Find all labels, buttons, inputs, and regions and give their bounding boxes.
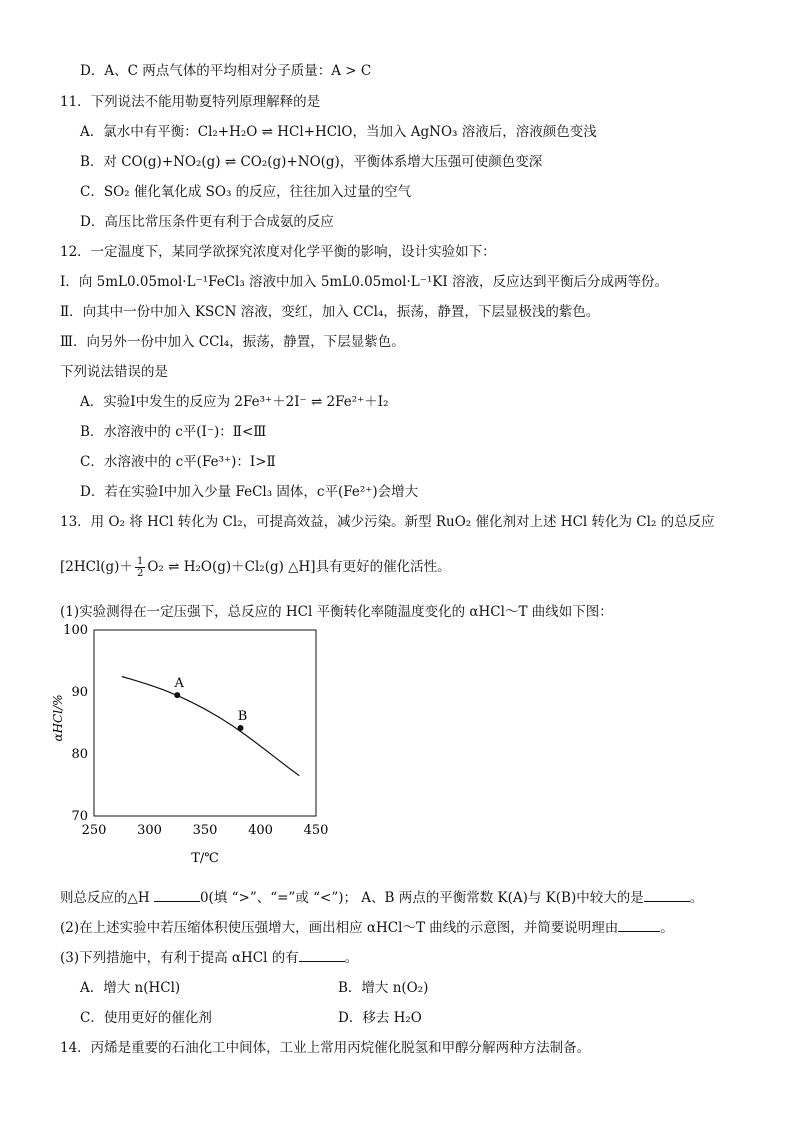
half-fraction bbox=[135, 556, 145, 579]
q12-option-d: D．若在实验Ⅰ中加入少量 FeCl₃ 固体，c平(Fe²⁺)会增大 bbox=[80, 484, 419, 500]
x-tick-label-300: 300 bbox=[137, 823, 162, 838]
q13-part1-ask bbox=[60, 889, 703, 907]
q13-part1-intro: (1)实验测得在一定压强下，总反应的 HCl 平衡转化率随温度变化的 αHCl～T 曲线如下图： bbox=[60, 604, 613, 620]
y-tick-label-100: 100 bbox=[63, 623, 88, 638]
q13-option-a: A．增大 n(HCl) bbox=[80, 980, 181, 996]
fraction-denominator: 2 bbox=[136, 568, 144, 579]
x-tick-label-400: 400 bbox=[248, 823, 273, 838]
data-point-A bbox=[174, 692, 180, 698]
q12-option-c: C．水溶液中的 c平(Fe³⁺)：Ⅰ>Ⅱ bbox=[80, 454, 276, 470]
q12-stem: 12．一定温度下，某同学欲探究浓度对化学平衡的影响，设计实验如下： bbox=[60, 244, 496, 260]
q11-option-c: C．SO₂ 催化氧化成 SO₃ 的反应，往往加入过量的空气 bbox=[80, 184, 412, 200]
q13-part1-ask-a: 则总反应的△H bbox=[60, 890, 150, 906]
q12-step-3: Ⅲ．向另外一份中加入 CCl₄，振荡，静置，下层显紫色。 bbox=[60, 334, 405, 350]
q13-part3-b: 。 bbox=[344, 950, 359, 966]
answer-blank-delta-h[interactable] bbox=[154, 889, 200, 902]
q13-equation bbox=[60, 556, 451, 579]
q13-option-b: B．增大 n(O₂) bbox=[338, 980, 429, 996]
q11-stem: 11．下列说法不能用勒夏特列原理解释的是 bbox=[60, 94, 321, 110]
plot-frame bbox=[94, 630, 316, 816]
q11-option-d: D．高压比常压条件更有利于合成氨的反应 bbox=[80, 214, 334, 230]
point-label-A: A bbox=[174, 676, 184, 692]
fraction-numerator: 1 bbox=[136, 556, 144, 567]
q11-option-b: B．对 CO(g)+NO₂(g) ⇌ CO₂(g)+NO(g)，平衡体系增大压强可使颜色变深 bbox=[80, 154, 543, 170]
x-tick-label-350: 350 bbox=[192, 823, 218, 838]
answer-blank-measures[interactable] bbox=[299, 949, 345, 962]
q12-ask: 下列说法错误的是 bbox=[60, 364, 168, 380]
q12-option-b: B．水溶液中的 c平(I⁻)：Ⅱ<Ⅲ bbox=[80, 424, 267, 440]
y-tick-label-70: 70 bbox=[71, 809, 88, 824]
q14-stem: 14．丙烯是重要的石油化工中间体，工业上常用丙烷催化脱氢和甲醇分解两种方法制备。 bbox=[60, 1040, 591, 1056]
q11-option-a: A．氯水中有平衡：Cl₂+H₂O ⇌ HCl+HClO，当加入 AgNO₃ 溶液后，溶液颜色变浅 bbox=[80, 124, 597, 140]
q13-option-c: C．使用更好的催化剂 bbox=[80, 1010, 212, 1026]
x-axis-label: T/℃ bbox=[191, 851, 219, 866]
series-line-alpha-hcl bbox=[122, 677, 300, 776]
y-axis-label: αHCl/% bbox=[51, 694, 65, 742]
y-tick-label-80: 80 bbox=[71, 747, 88, 762]
x-tick-label-250: 250 bbox=[81, 823, 107, 838]
data-point-B bbox=[238, 725, 244, 731]
q12-step-2: Ⅱ．向其中一份中加入 KSCN 溶液，变红，加入 CCl₄，振荡，静置，下层显极浅的紫色。 bbox=[60, 304, 600, 320]
alpha-hcl-temperature-chart bbox=[40, 618, 350, 878]
point-label-B: B bbox=[237, 708, 248, 724]
q10-option-d: D．A、C 两点气体的平均相对分子质量：A > C bbox=[80, 63, 372, 79]
answer-blank-reason[interactable] bbox=[618, 919, 660, 932]
q12-step-1: Ⅰ．向 5mL0.05mol·L⁻¹FeCl₃ 溶液中加入 5mL0.05mol·L⁻¹KI 溶液，反应达到平衡后分成两等份。 bbox=[60, 274, 669, 290]
x-tick-label-450: 450 bbox=[303, 823, 329, 838]
q13-part1-ask-c: 。 bbox=[689, 890, 704, 906]
q13-part2 bbox=[60, 919, 674, 937]
q13-stem: 13．用 O₂ 将 HCl 转化为 Cl₂，可提高效益，减少污染。新型 RuO₂ 催化剂对上述 HCl 转化为 Cl₂ 的总反应 bbox=[60, 514, 715, 530]
q13-option-d: D．移去 H₂O bbox=[338, 1010, 422, 1026]
q13-equation-start: [2HCl(g)＋ bbox=[60, 559, 133, 575]
answer-blank-k-larger[interactable] bbox=[644, 889, 690, 902]
q13-equation-end: O₂ ⇌ H₂O(g)＋Cl₂(g) △H]具有更好的催化活性。 bbox=[147, 559, 451, 575]
q13-part2-b: 。 bbox=[660, 920, 674, 936]
q12-option-a: A．实验Ⅰ中发生的反应为 2Fe³⁺＋2I⁻ ⇌ 2Fe²⁺＋I₂ bbox=[80, 394, 389, 410]
q13-part1-ask-b: 0(填 “>”、“=”或 “<”)； A、B 两点的平衡常数 K(A)与 K(B)中较大的是 bbox=[199, 890, 644, 906]
q13-part3 bbox=[60, 949, 358, 967]
q13-part2-a: (2)在上述实验中若压缩体积使压强增大，画出相应 αHCl～T 曲线的示意图，并简要说明理由 bbox=[60, 920, 619, 936]
q13-part3-a: (3)下列措施中，有利于提高 αHCl 的有 bbox=[60, 950, 299, 966]
y-tick-label-90: 90 bbox=[71, 685, 88, 700]
